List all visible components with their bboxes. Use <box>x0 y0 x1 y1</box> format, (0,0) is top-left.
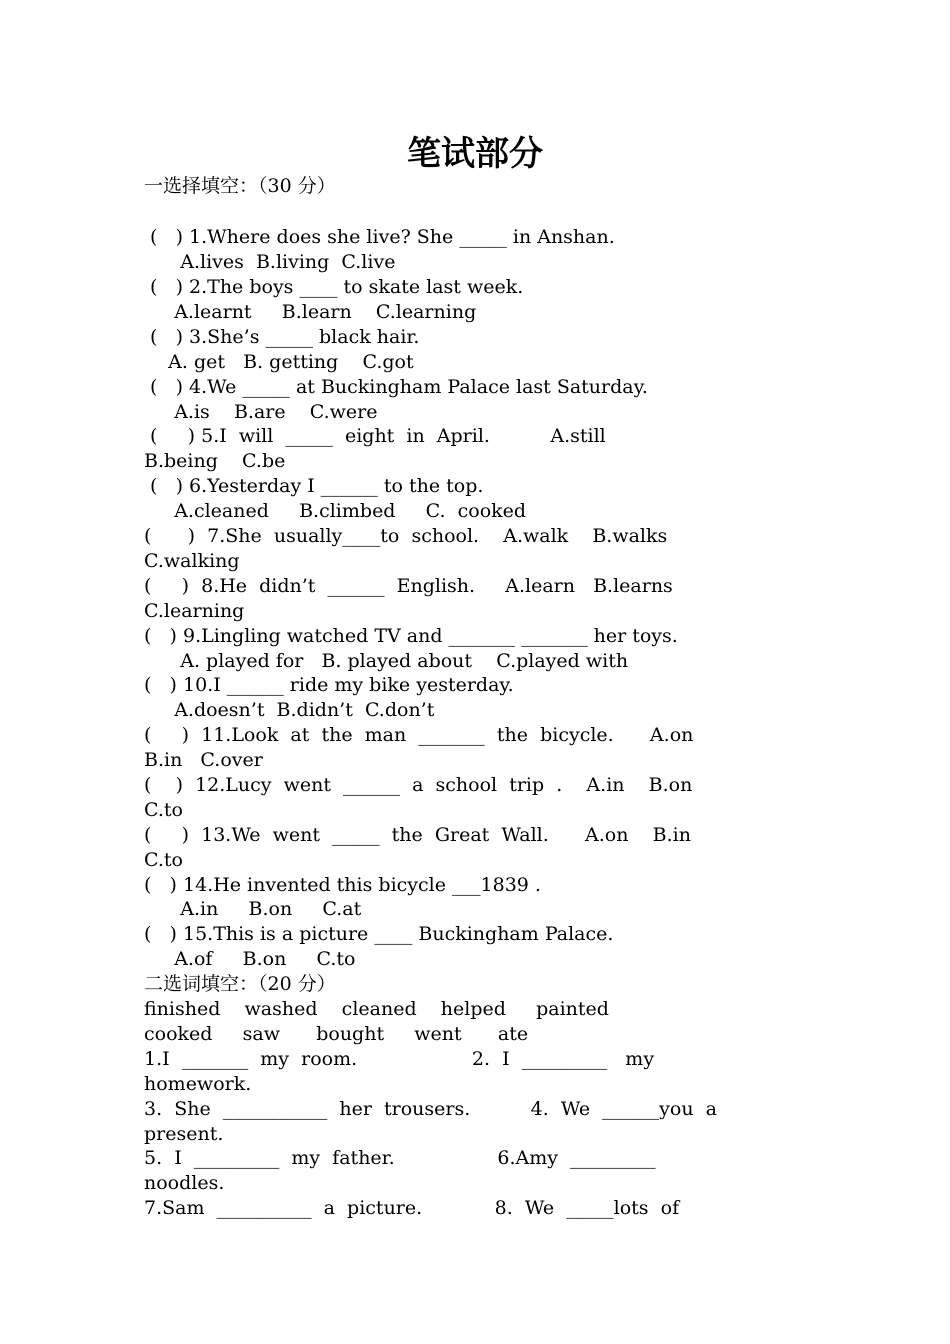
question-1-options: A.lives B.living C.live <box>144 251 396 273</box>
question-9: ( ) 9.Lingling watched TV and _______ _______ her toys. <box>144 625 678 647</box>
question-10-options: A.doesn’t B.didn’t C.don’t <box>144 699 435 721</box>
word-bank-row-1: finished washed cleaned helped painted <box>144 998 609 1020</box>
question-2-options: A.learnt B.learn C.learning <box>144 301 477 323</box>
fill-line: 1.I _______ my room. 2. I _________ my <box>144 1048 655 1070</box>
question-8: ( ) 8.He didn’t ______ English. A.learn B.learns <box>144 575 673 597</box>
question-14-options: A.in B.on C.at <box>144 898 362 920</box>
question-8-options: C.learning <box>144 600 245 622</box>
question-3: ( ) 3.She’s _____ black hair. <box>144 326 420 348</box>
fill-line: homework. <box>144 1073 252 1095</box>
fill-line: 7.Sam __________ a picture. 8. We _____lots of <box>144 1197 680 1219</box>
question-15: ( ) 15.This is a picture ____ Buckingham Palace. <box>144 923 614 945</box>
question-2: ( ) 2.The boys ____ to skate last week. <box>144 276 524 298</box>
question-12-options: C.to <box>144 799 183 821</box>
question-13: ( ) 13.We went _____ the Great Wall. A.on B.in <box>144 824 691 846</box>
question-13-options: C.to <box>144 849 183 871</box>
section-heading-fill: 二选词填空：（20 分） <box>144 973 336 995</box>
question-5-options: B.being C.be <box>144 450 286 472</box>
question-5: ( ) 5.I will _____ eight in April. A.still <box>144 425 606 447</box>
question-4: ( ) 4.We _____ at Buckingham Palace last Saturday. <box>144 376 648 398</box>
question-6: ( ) 6.Yesterday I ______ to the top. <box>144 475 484 497</box>
question-4-options: A.is B.are C.were <box>144 401 378 423</box>
question-7: ( ) 7.She usually____to school. A.walk B.walks <box>144 525 668 547</box>
word-bank-row-2: cooked saw bought went ate <box>144 1023 529 1045</box>
question-12: ( ) 12.Lucy went ______ a school trip . A.in B.on <box>144 774 693 796</box>
question-10: ( ) 10.I ______ ride my bike yesterday. <box>144 674 514 696</box>
page-title: 笔试部分 <box>407 134 543 174</box>
question-1: ( ) 1.Where does she live? She _____ in Anshan. <box>144 226 615 248</box>
fill-line: 3. She ___________ her trousers. 4. We ______you a <box>144 1098 717 1120</box>
fill-line: present. <box>144 1123 224 1145</box>
section-heading-choice: 一选择填空：（30 分） <box>144 175 336 197</box>
question-9-options: A. played for B. played about C.played with <box>144 650 629 672</box>
question-11: ( ) 11.Look at the man _______ the bicycle. A.on <box>144 724 694 746</box>
fill-line: noodles. <box>144 1172 225 1194</box>
fill-line: 5. I _________ my father. 6.Amy _________ <box>144 1147 656 1169</box>
question-3-options: A. get B. getting C.got <box>144 351 414 373</box>
question-15-options: A.of B.on C.to <box>144 948 356 970</box>
question-7-options: C.walking <box>144 550 240 572</box>
question-11-options: B.in C.over <box>144 749 263 771</box>
question-14: ( ) 14.He invented this bicycle ___1839 . <box>144 874 541 896</box>
question-6-options: A.cleaned B.climbed C. cooked <box>144 500 527 522</box>
